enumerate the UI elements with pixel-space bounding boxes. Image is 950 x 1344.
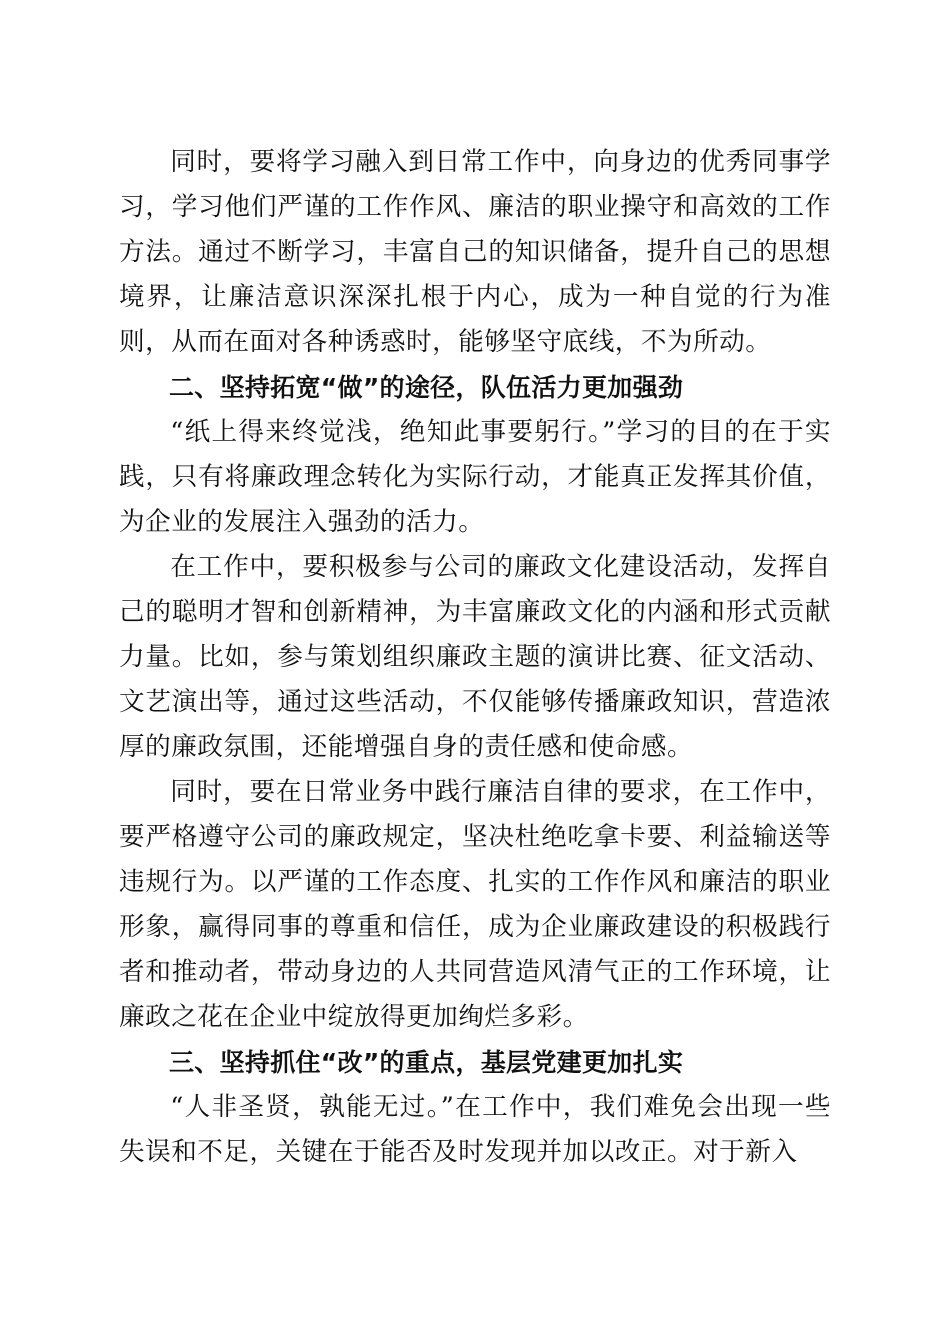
document-body [119,140,831,1175]
paragraph-practice-quote: “纸上得来终觉浅，绝知此事要躬行。”学习的目的在于实践，只有将廉政理念转化为实际行动，才能真正发挥其价值，为企业的发展注入强劲的活力。 [119,417,831,537]
paragraph-correction-quote: “人非圣贤，孰能无过。”在工作中，我们难免会出现一些失误和不足，关键在于能否及时发现并加以改正。对于新入 [119,1092,831,1167]
paragraph-study-integration: 同时，要将学习融入到日常工作中，向身边的优秀同事学习，学习他们严谨的工作作风、廉洁的职业操守和高效的工作方法。通过不断学习，丰富自己的知识储备，提升自己的思想境界，让廉洁意识深深扎根于内心，成为一种自觉的行为准则，从而在面对各种诱惑时，能够坚守底线，不为所动。 [119,147,831,357]
section-heading-3: 三、坚持抓住“改”的重点，基层党建更加扎实 [169,1048,684,1077]
paragraph-culture-activities: 在工作中，要积极参与公司的廉政文化建设活动，发挥自己的聪明才智和创新精神，为丰富廉政文化的内涵和形式贡献力量。比如，参与策划组织廉政主题的演讲比赛、征文活动、文艺演出等，通过这些活动，不仅能够传播廉政知识，营造浓厚的廉政氛围，还能增强自身的责任感和使命感。 [119,552,831,762]
paragraph-daily-discipline: 同时，要在日常业务中践行廉洁自律的要求，在工作中，要严格遵守公司的廉政规定，坚决杜绝吃拿卡要、利益输送等违规行为。以严谨的工作态度、扎实的工作作风和廉洁的职业形象，赢得同事的尊重和信任，成为企业廉政建设的积极践行者和推动者，带动身边的人共同营造风清气正的工作环境，让廉政之花在企业中绽放得更加绚烂多彩。 [119,777,831,1032]
section-heading-2: 二、坚持拓宽“做”的途径，队伍活力更加强劲 [169,373,684,402]
